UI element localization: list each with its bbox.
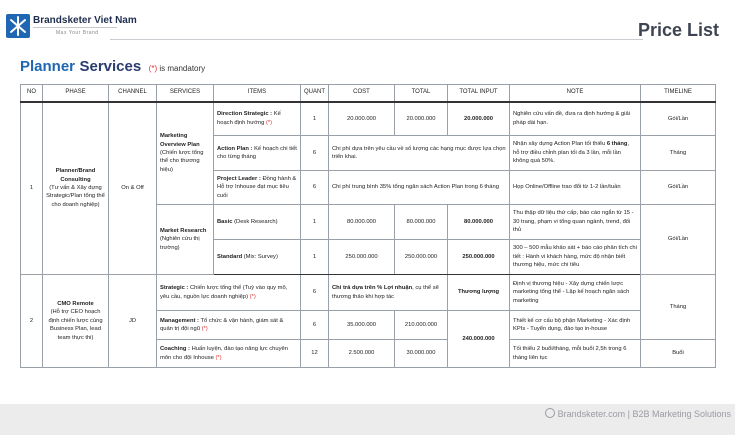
section-title [20, 58, 205, 76]
table-row [21, 102, 716, 136]
col-header-phase: PHASE [43, 85, 109, 102]
footer-text-wrap [545, 408, 731, 419]
item-cell: Strategic : Chiến lược tổng thể (Tuỳ vào quy mô, yêu cầu, nguồn lực doanh nghiệp) (*) [157, 275, 301, 311]
row-number: 2 [21, 275, 43, 368]
quant-cell: 6 [301, 311, 329, 340]
note-cell: 300 – 500 mẫu khảo sát + báo cáo phân tích chi tiết : Hành vi khách hàng, mức độ nhận biết thương hiệu, mức chi tiêu [510, 240, 641, 275]
header-rule [110, 39, 643, 40]
item-cell: Basic (Desk Research) [214, 205, 301, 240]
section-title-word2: Services [79, 58, 142, 75]
item-cell: Direction Strategic : Kế hoạch định hướng (*) [214, 102, 301, 136]
item-cell: Management : Tổ chức & vận hành, giám sát & quản trị đội ngũ (*) [157, 311, 301, 340]
page-title: Price List [637, 20, 719, 40]
quant-cell: 6 [301, 171, 329, 205]
service-desc: (Nghiên cứu thị trường) [160, 236, 200, 251]
cost-note-cell: Chi phí trung bình 35% tổng ngân sách Action Plan trong 6 tháng [329, 171, 510, 205]
cost-note-cell: Chi phí dựa trên yêu cầu về số lượng các hạng mục được lựa chọn triển khai. [329, 136, 510, 171]
cost-note-cell: Chi trả dựa trên % Lợi nhuận, cụ thể sẽ thương thảo khi hợp tác [329, 275, 448, 311]
col-header-no: NO [21, 85, 43, 102]
total-cell: 210.000.000 [395, 311, 448, 340]
col-header-items: ITEMS [214, 85, 301, 102]
col-header-services: SERVICES [157, 85, 214, 102]
cost-cell: 35.000.000 [329, 311, 395, 340]
brand-name: Brandsketer Viet Nam [33, 15, 137, 26]
brand-logo-icon [6, 14, 30, 38]
item-cell: Standard (Mix: Survey) [214, 240, 301, 275]
brand-tagline: Max Your Brand [56, 30, 99, 36]
total-input-cell: Thương lượng [448, 275, 510, 311]
quant-cell: 12 [301, 340, 329, 368]
note-cell: Nghiên cứu vấn đề, đưa ra định hướng & giải pháp dài hạn. [510, 102, 641, 136]
table-header-row [21, 85, 716, 102]
section-title-word1: Planner [20, 58, 76, 75]
quant-cell: 1 [301, 102, 329, 136]
service-title: Marketing Overview Plan [160, 133, 200, 148]
note-cell: Tối thiểu 2 buổi/tháng, mỗi buổi 2,5h trong 6 tháng liên tục [510, 340, 641, 368]
col-header-channel: CHANNEL [109, 85, 157, 102]
cost-cell: 20.000.000 [329, 102, 395, 136]
service-title: Market Research [160, 227, 207, 234]
phase-desc: (Hỗ trợ CEO hoạch định chiến lược cùng Business Plan, lead team thực thi) [48, 309, 103, 341]
col-header-quant: QUANT [301, 85, 329, 102]
item-cell: Project Leader : Đồng hành & Hỗ trợ Inhouse đạt mục tiêu cuối [214, 171, 301, 205]
footer-text: Brandsketer.com | B2B Marketing Solutions [557, 409, 731, 419]
price-table [20, 84, 716, 368]
table-row [21, 275, 716, 311]
phase-title: CMO Remote [57, 301, 94, 308]
total-cell: 30.000.000 [395, 340, 448, 368]
channel-cell: JD [109, 275, 157, 368]
mandatory-note: (*) is mandatory [148, 64, 206, 73]
cost-cell: 80.000.000 [329, 205, 395, 240]
note-cell: Thu thập dữ liệu thứ cấp, báo cáo ngắn từ 15 - 30 trang, phạm vi tổng quan ngành, trend, đối thủ [510, 205, 641, 240]
cost-cell: 250.000.000 [329, 240, 395, 275]
col-header-note: NOTE [510, 85, 641, 102]
total-input-cell: 240.000.000 [448, 311, 510, 368]
quant-cell: 1 [301, 240, 329, 275]
item-cell: Action Plan : Kế hoạch chi tiết cho từng tháng [214, 136, 301, 171]
col-header-total: TOTAL [395, 85, 448, 102]
total-input-cell: 80.000.000 [448, 205, 510, 240]
service-cell [157, 205, 214, 275]
cost-cell: 2.500.000 [329, 340, 395, 368]
timeline-cell: Gói/Lần [641, 171, 716, 205]
service-cell [157, 102, 214, 205]
col-header-timeline: TIMELINE [641, 85, 716, 102]
phase-cell [43, 275, 109, 368]
note-cell: Định vị thương hiệu - Xây dựng chiến lược marketing tổng thể - Lập kế hoạch ngân sách marketing [510, 275, 641, 311]
quant-cell: 1 [301, 205, 329, 240]
total-input-cell: 250.000.000 [448, 240, 510, 275]
note-cell: Nhận xây dựng Action Plan tối thiểu 6 tháng, hỗ trợ điều chỉnh plan tối đa 3 lần, mỗi lần không quá 50%. [510, 136, 641, 171]
col-header-total-input: TOTAL INPUT [448, 85, 510, 102]
phase-title: Planner/Brand Consulting [55, 168, 96, 183]
timeline-cell: Gói/Lần [641, 205, 716, 275]
header [0, 0, 735, 48]
phase-desc: (Tư vấn & Xây dựng Strategic/Plan tổng thể cho doanh nghiệp) [46, 185, 105, 208]
note-cell: Họp Online/Offline trao đổi từ 1-2 lần/tuần [510, 171, 641, 205]
service-desc: (Chiến lược tổng thể cho thương hiệu) [160, 150, 204, 173]
row-number: 1 [21, 102, 43, 275]
timeline-cell: Tháng [641, 136, 716, 171]
brand-divider [33, 27, 117, 28]
quant-cell: 6 [301, 275, 329, 311]
quant-cell: 6 [301, 136, 329, 171]
globe-icon [545, 408, 555, 418]
footer [0, 404, 735, 435]
timeline-cell: Tháng [641, 275, 716, 340]
total-input-cell: 20.000.000 [448, 102, 510, 136]
note-cell: Thiết kế cơ cấu bộ phận Marketing - Xác định KPIs - Tuyển dụng, đào tạo in-house [510, 311, 641, 340]
total-cell: 20.000.000 [395, 102, 448, 136]
phase-cell [43, 102, 109, 275]
total-cell: 80.000.000 [395, 205, 448, 240]
timeline-cell: Buổi [641, 340, 716, 368]
channel-cell: On & Off [109, 102, 157, 275]
timeline-cell: Gói/Lần [641, 102, 716, 136]
total-cell: 250.000.000 [395, 240, 448, 275]
col-header-cost: COST [329, 85, 395, 102]
item-cell: Coaching : Huấn luyện, đào tạo năng lực chuyên môn cho đội Inhouse (*) [157, 340, 301, 368]
